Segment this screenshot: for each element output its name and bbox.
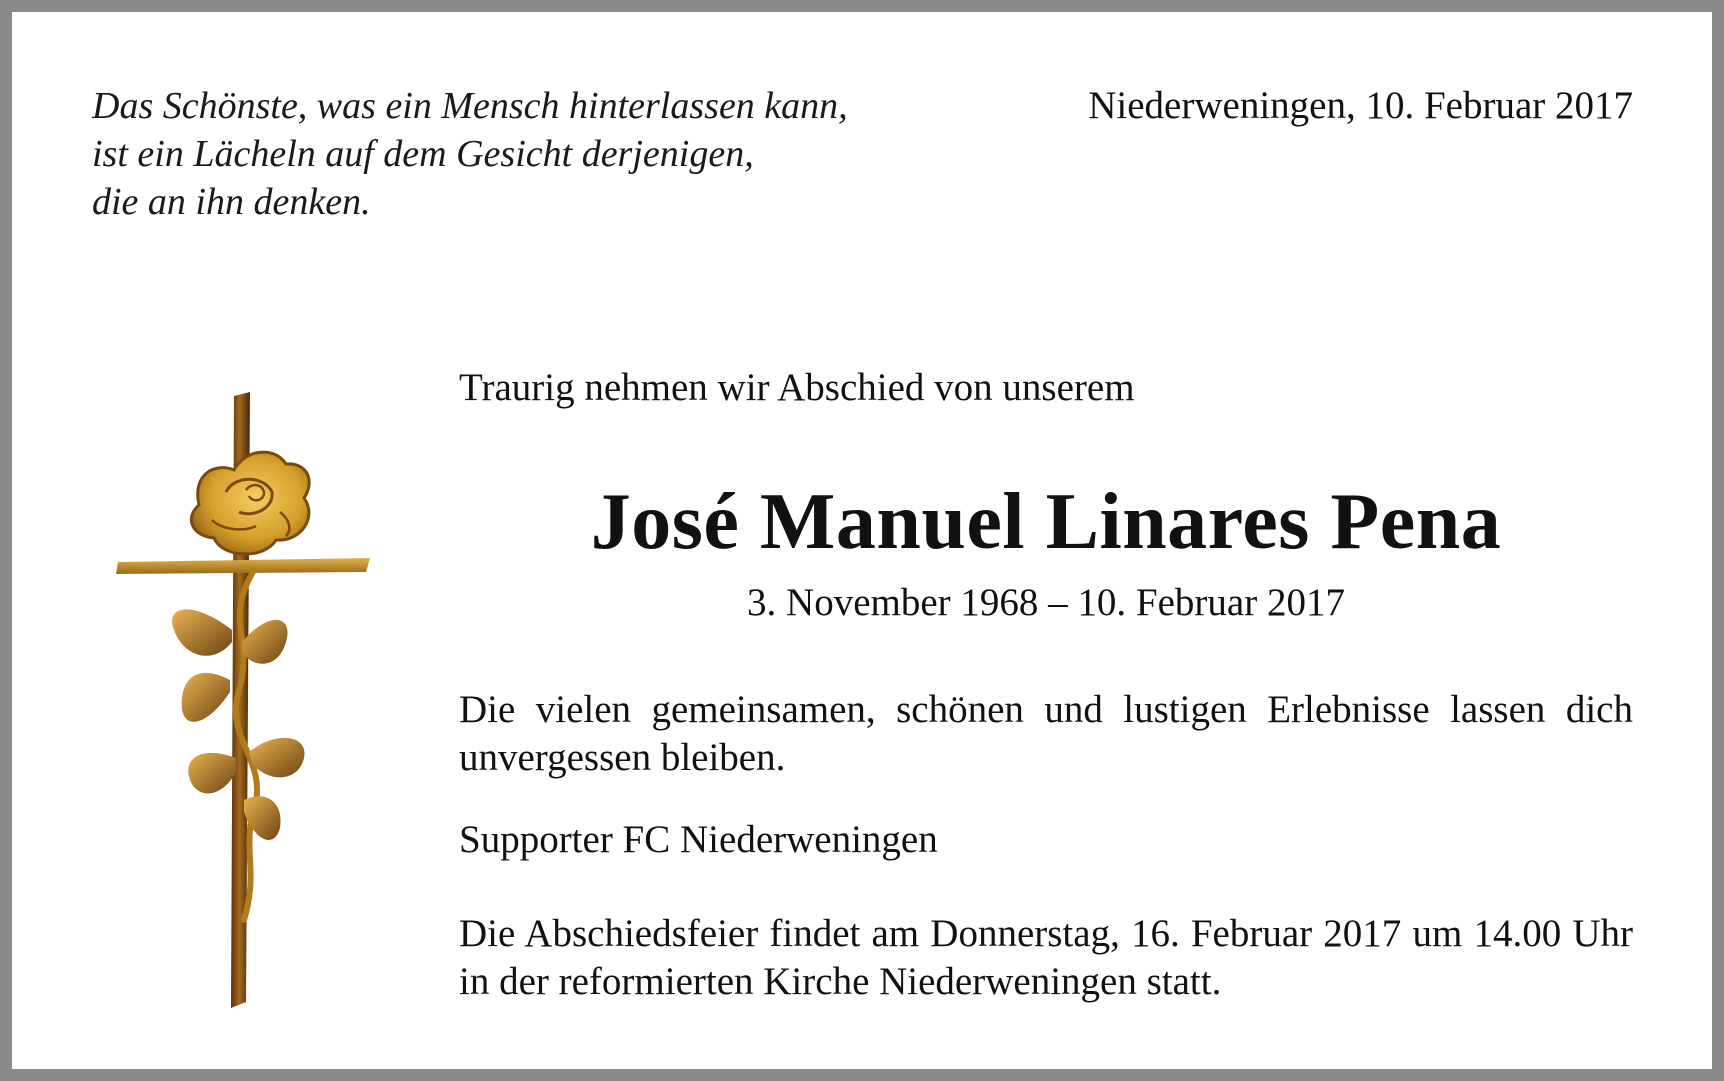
life-dates: 3. November 1968 – 10. Februar 2017 — [747, 581, 1345, 624]
cross-with-rose-icon — [104, 380, 384, 1020]
intro-line: Traurig nehmen wir Abschied von unserem — [459, 366, 1135, 409]
supporter-line: Supporter FC Niederweningen — [459, 818, 938, 861]
memory-paragraph: Die vielen gemeinsamen, schönen und lustigen Erlebnisse lassen dich unvergessen bleiben. — [459, 688, 1633, 779]
service-info-paragraph: Die Abschiedsfeier findet am Donnerstag, 16. Februar 2017 um 14.00 Uhr in der reformierten Kirche Niederweningen statt. — [459, 912, 1633, 1003]
quote-line: ist ein Lächeln auf dem Gesicht derjenigen, — [92, 133, 754, 175]
quote-line: die an ihn denken. — [92, 181, 371, 223]
memorial-quote — [92, 82, 848, 226]
obituary-notice — [12, 12, 1712, 1069]
deceased-name: José Manuel Linares Pena — [590, 478, 1502, 566]
quote-line: Das Schönste, was ein Mensch hinterlassen kann, — [92, 85, 848, 127]
place-and-date: Niederweningen, 10. Februar 2017 — [1088, 84, 1633, 127]
